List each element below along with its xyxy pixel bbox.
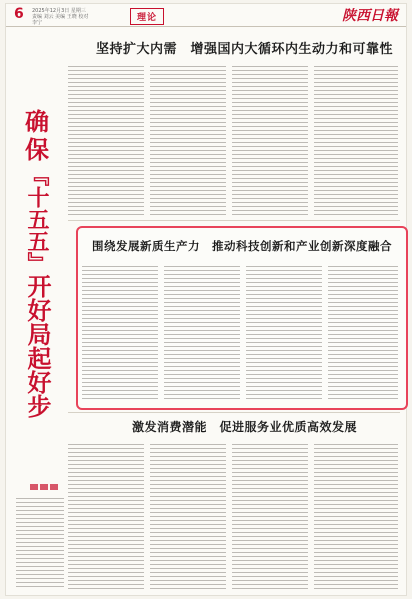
section-tag: 理论 [130,8,164,25]
divider [68,412,400,413]
banner-line-3: 开好局起好步 [23,274,52,418]
article-2-column-3 [246,266,322,400]
article-2-title[interactable]: 围绕发展新质生产力 推动科技创新和产业创新深度融合 [92,239,392,253]
header-meta: 2025年12月3日 星期三 责编 刘云 美编 王晓 校对 李宁 [32,8,89,26]
sidebar-text [16,498,64,590]
column-logo [30,484,58,490]
article-2-column-1 [82,266,158,400]
page-number: 6 [14,6,24,22]
article-3-column-4 [314,444,398,590]
article-1-column-3 [232,66,308,216]
banner-line-2: 『十五五』 [24,164,50,274]
divider [68,220,400,221]
masthead-logo: 陕西日報 [342,8,398,24]
banner-line-1: 确保 [25,107,49,164]
article-3-column-2 [150,444,226,590]
article-3-column-3 [232,444,308,590]
article-2-column-4 [328,266,398,400]
newspaper-page [6,4,406,595]
article-3-title[interactable]: 激发消费潜能 促进服务业优质高效发展 [132,420,358,434]
article-3-column-1 [68,444,144,590]
article-1-column-4 [314,66,398,216]
article-1-title[interactable]: 坚持扩大内需 增强国内大循环内生动力和可靠性 [96,42,394,57]
page-header [6,4,406,27]
theme-banner [18,108,56,418]
article-1-column-1 [68,66,144,216]
article-2-column-2 [164,266,240,400]
article-1-column-2 [150,66,226,216]
